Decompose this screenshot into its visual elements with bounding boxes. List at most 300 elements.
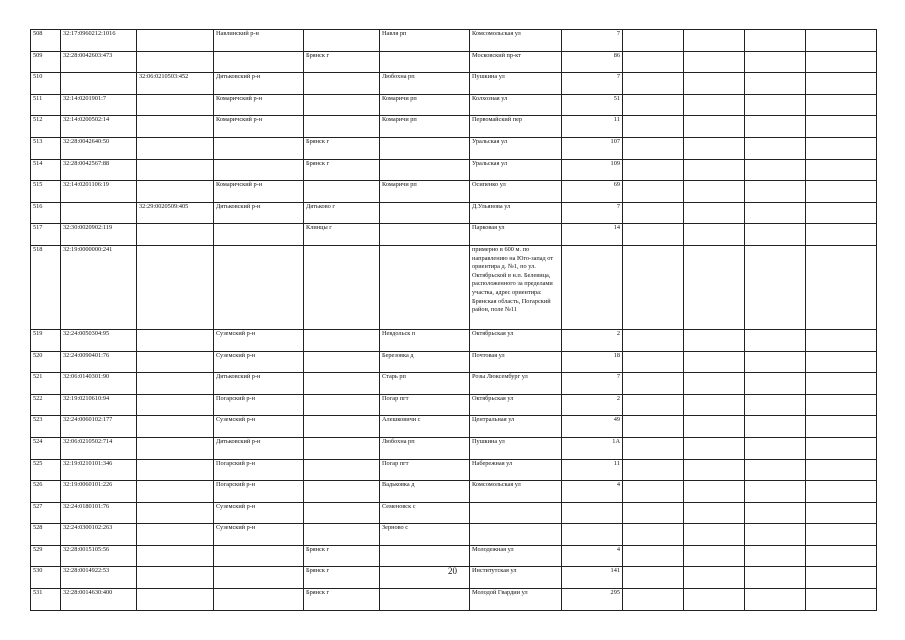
table-cell: Дятьково г (304, 202, 380, 224)
table-cell (745, 524, 806, 546)
table-cell: 32:06:0210503:452 (137, 73, 214, 95)
table-cell: Брянск г (304, 589, 380, 611)
table-cell (745, 459, 806, 481)
table-cell: Любохна рп (380, 437, 470, 459)
table-cell (380, 159, 470, 181)
table-row (31, 51, 877, 73)
table-cell (745, 51, 806, 73)
table-cell (470, 524, 562, 546)
table-cell (470, 502, 562, 524)
table-cell: Московский пр-кт (470, 51, 562, 73)
table-cell (806, 30, 877, 52)
table-cell (380, 51, 470, 73)
table-cell: Навля рп (380, 30, 470, 52)
table-cell: 519 (31, 329, 61, 351)
table-cell: Клинцы г (304, 224, 380, 246)
table-cell: 86 (562, 51, 623, 73)
table-cell: 531 (31, 589, 61, 611)
table-cell: Зерново с (380, 524, 470, 546)
table-cell: Вадьковка д (380, 481, 470, 503)
table-cell (137, 589, 214, 611)
table-cell: 528 (31, 524, 61, 546)
table-cell: 520 (31, 351, 61, 373)
table-cell: Колхозная ул (470, 94, 562, 116)
table-cell (684, 224, 745, 246)
table-cell (137, 137, 214, 159)
table-cell (684, 137, 745, 159)
table-cell: 32:24:0050304:95 (61, 329, 137, 351)
table-cell (623, 116, 684, 138)
table-cell: Алешковичи с (380, 416, 470, 438)
table-cell (623, 224, 684, 246)
table-cell: Октябрьская ул (470, 394, 562, 416)
table-cell (806, 524, 877, 546)
table-row (31, 245, 877, 329)
table-cell (745, 137, 806, 159)
table-cell: 32:28:0014630:400 (61, 589, 137, 611)
table-row (31, 481, 877, 503)
table-cell: Дятьковский р-н (214, 373, 304, 395)
table-cell (380, 245, 470, 329)
table-cell: Почтовая ул (470, 351, 562, 373)
table-cell (623, 159, 684, 181)
table-cell: 7 (562, 30, 623, 52)
table-cell: Пушкина ул (470, 73, 562, 95)
table-cell: Д.Ульянова ул (470, 202, 562, 224)
table-cell (562, 245, 623, 329)
table-cell (137, 181, 214, 203)
table-cell (684, 502, 745, 524)
table-cell: Брянск г (304, 567, 380, 589)
table-cell (745, 159, 806, 181)
table-cell (304, 329, 380, 351)
table-cell: Комаричский р-н (214, 116, 304, 138)
table-cell (137, 94, 214, 116)
table-cell: Уральская ул (470, 137, 562, 159)
table-cell (623, 202, 684, 224)
table-cell: Молодежная ул (470, 545, 562, 567)
table-cell: 109 (562, 159, 623, 181)
table-cell: 32:28:0042567:88 (61, 159, 137, 181)
table-cell: 7 (562, 73, 623, 95)
table-cell (745, 116, 806, 138)
table-cell: 32:06:0210502:714 (61, 437, 137, 459)
table-cell (214, 159, 304, 181)
table-cell (623, 373, 684, 395)
table-cell (380, 137, 470, 159)
table-cell: Парковая ул (470, 224, 562, 246)
table-cell (806, 351, 877, 373)
table-cell (806, 589, 877, 611)
table-cell: примерно в 600 м. по направлению на Юго-запад от ориентира д. №1, по ул. Октябрьской в н.п. Белевица, расположенного за пределами участка, адрес ориентира: Брянская область, Погарский район, поле №11 (470, 245, 562, 329)
table-cell (806, 224, 877, 246)
table-cell: Брянск г (304, 137, 380, 159)
table-cell (745, 224, 806, 246)
table-row (31, 159, 877, 181)
table-cell (806, 181, 877, 203)
table-cell: Навлинский р-н (214, 30, 304, 52)
table-row (31, 545, 877, 567)
table-cell (61, 73, 137, 95)
table-cell: Комаричи рп (380, 116, 470, 138)
table-cell: 4 (562, 545, 623, 567)
table-cell (806, 116, 877, 138)
table-cell (684, 245, 745, 329)
table-cell (304, 416, 380, 438)
table-cell (562, 524, 623, 546)
table-cell (304, 459, 380, 481)
table-cell: 32:24:0090401:76 (61, 351, 137, 373)
table-cell (745, 202, 806, 224)
table-cell: Уральская ул (470, 159, 562, 181)
table-cell (562, 502, 623, 524)
table-cell: 518 (31, 245, 61, 329)
table-cell (214, 545, 304, 567)
table-cell: 32:19:0210610:94 (61, 394, 137, 416)
table-cell (684, 416, 745, 438)
table-cell (745, 481, 806, 503)
table-cell: 525 (31, 459, 61, 481)
table-cell: 11 (562, 116, 623, 138)
table-cell (214, 137, 304, 159)
table-cell: 2 (562, 394, 623, 416)
table-cell (684, 481, 745, 503)
table-cell: Суземский р-н (214, 416, 304, 438)
table-cell (380, 589, 470, 611)
table-cell (304, 437, 380, 459)
table-cell (745, 416, 806, 438)
table-cell (137, 329, 214, 351)
table-cell (304, 373, 380, 395)
table-cell: Осипенко ул (470, 181, 562, 203)
table-cell: 32:28:0015105:56 (61, 545, 137, 567)
table-cell (623, 245, 684, 329)
table-cell (623, 137, 684, 159)
table-cell (745, 589, 806, 611)
table-cell (684, 329, 745, 351)
table-cell (684, 73, 745, 95)
table-cell (137, 51, 214, 73)
table-cell (304, 30, 380, 52)
table-cell (623, 30, 684, 52)
table-cell (137, 394, 214, 416)
table-cell: Брянск г (304, 51, 380, 73)
table-cell (137, 159, 214, 181)
table-cell: Дятьковский р-н (214, 202, 304, 224)
table-cell: Невдольск п (380, 329, 470, 351)
table-cell: 514 (31, 159, 61, 181)
table-cell: Суземский р-н (214, 351, 304, 373)
table-cell (137, 351, 214, 373)
table-cell: 32:24:0180101:76 (61, 502, 137, 524)
table-cell: Любохна рп (380, 73, 470, 95)
table-cell (684, 94, 745, 116)
table-cell (745, 351, 806, 373)
table-cell: 523 (31, 416, 61, 438)
table-cell: 509 (31, 51, 61, 73)
table-cell: 32:17:0960212:1016 (61, 30, 137, 52)
table-row (31, 394, 877, 416)
table-cell (304, 116, 380, 138)
table-cell: 524 (31, 437, 61, 459)
table-row (31, 73, 877, 95)
table-cell (806, 373, 877, 395)
table-cell (684, 159, 745, 181)
table-cell (304, 394, 380, 416)
table-cell: Октябрьская ул (470, 329, 562, 351)
table-cell: 32:14:0201901:7 (61, 94, 137, 116)
table-cell: Суземский р-н (214, 502, 304, 524)
table-cell (745, 545, 806, 567)
table-row (31, 30, 877, 52)
table-row (31, 524, 877, 546)
table-cell: 2 (562, 329, 623, 351)
table-cell: Суземский р-н (214, 524, 304, 546)
table-cell (684, 116, 745, 138)
table-cell: Институтская ул (470, 567, 562, 589)
table-cell (806, 245, 877, 329)
table-row (31, 137, 877, 159)
table-cell (214, 245, 304, 329)
table-cell (304, 245, 380, 329)
table-cell (380, 224, 470, 246)
table-row (31, 351, 877, 373)
table-cell (745, 73, 806, 95)
table-cell (806, 459, 877, 481)
table-cell: Первомайский пер (470, 116, 562, 138)
table-cell: 51 (562, 94, 623, 116)
table-cell (304, 502, 380, 524)
table-cell (684, 524, 745, 546)
table-cell (806, 416, 877, 438)
table-cell (304, 351, 380, 373)
table-cell (304, 181, 380, 203)
table-cell: 7 (562, 373, 623, 395)
table-cell (623, 329, 684, 351)
table-cell (623, 502, 684, 524)
table-row (31, 459, 877, 481)
table-cell: 508 (31, 30, 61, 52)
table-cell: 516 (31, 202, 61, 224)
table-cell (623, 545, 684, 567)
table-cell (684, 181, 745, 203)
table-cell: 32:28:0042640:50 (61, 137, 137, 159)
table-row (31, 416, 877, 438)
table-cell: Комсомольская ул (470, 30, 562, 52)
table-cell: Пушкина ул (470, 437, 562, 459)
table-cell: Дятьковский р-н (214, 73, 304, 95)
table-cell (137, 373, 214, 395)
table-cell (745, 245, 806, 329)
table-cell: 32:30:0020902:119 (61, 224, 137, 246)
table-cell (623, 73, 684, 95)
table-cell (806, 437, 877, 459)
table-cell: Комсомольская ул (470, 481, 562, 503)
table-cell (623, 524, 684, 546)
table-cell: 529 (31, 545, 61, 567)
table-cell (806, 73, 877, 95)
table-cell: Суземский р-н (214, 329, 304, 351)
table-cell: Комаричский р-н (214, 94, 304, 116)
table-cell (684, 30, 745, 52)
table-cell: 521 (31, 373, 61, 395)
table-cell: 526 (31, 481, 61, 503)
table-row (31, 94, 877, 116)
table-cell (684, 351, 745, 373)
table-cell (623, 181, 684, 203)
table-cell: Центральная ул (470, 416, 562, 438)
table-cell (745, 502, 806, 524)
page-number: 20 (448, 566, 457, 576)
table-cell: Брянск г (304, 545, 380, 567)
table-cell (61, 202, 137, 224)
table-cell: 7 (562, 202, 623, 224)
table-cell: 510 (31, 73, 61, 95)
table-cell (623, 94, 684, 116)
table-cell: 32:29:0020509:405 (137, 202, 214, 224)
table-cell: Комаричи рп (380, 181, 470, 203)
table-cell (684, 545, 745, 567)
table-cell (137, 459, 214, 481)
table-cell (806, 51, 877, 73)
table-cell (806, 502, 877, 524)
table-cell: Набережная ул (470, 459, 562, 481)
table-cell (137, 545, 214, 567)
table-cell: 1А (562, 437, 623, 459)
table-cell (137, 437, 214, 459)
table-cell: Комаричский р-н (214, 181, 304, 203)
table-cell (137, 224, 214, 246)
table-cell: 517 (31, 224, 61, 246)
table-cell (137, 416, 214, 438)
table-cell: 32:28:0042603:473 (61, 51, 137, 73)
table-cell (806, 545, 877, 567)
table-row (31, 373, 877, 395)
table-cell (684, 589, 745, 611)
table-cell: Погарский р-н (214, 394, 304, 416)
table-cell (380, 202, 470, 224)
table-cell: Старь рп (380, 373, 470, 395)
table-cell (623, 394, 684, 416)
table-cell: 527 (31, 502, 61, 524)
table-cell: 32:19:0000000:241 (61, 245, 137, 329)
table-cell (684, 459, 745, 481)
table-cell (623, 437, 684, 459)
table-cell (137, 481, 214, 503)
table-cell: Погар пгт (380, 459, 470, 481)
table-cell (745, 373, 806, 395)
table-cell (684, 202, 745, 224)
table-cell (137, 116, 214, 138)
table-cell: 32:28:0014922:53 (61, 567, 137, 589)
table-cell (745, 329, 806, 351)
table-cell (806, 159, 877, 181)
table-cell: 49 (562, 416, 623, 438)
table-cell (745, 30, 806, 52)
table-cell (623, 51, 684, 73)
table-cell (806, 329, 877, 351)
table-row (31, 116, 877, 138)
table-cell: 14 (562, 224, 623, 246)
table-cell: 530 (31, 567, 61, 589)
table-cell: Семеновск с (380, 502, 470, 524)
table-cell (304, 481, 380, 503)
table-row (31, 502, 877, 524)
table-cell: 4 (562, 481, 623, 503)
table-cell (684, 394, 745, 416)
table-cell: 511 (31, 94, 61, 116)
table-cell: 32:06:0140301:90 (61, 373, 137, 395)
table-cell (684, 373, 745, 395)
table-row (31, 437, 877, 459)
table-cell (623, 416, 684, 438)
table-cell: Комаричи рп (380, 94, 470, 116)
table-cell (304, 524, 380, 546)
table-cell: Погарский р-н (214, 459, 304, 481)
table-cell (623, 481, 684, 503)
table-cell: Березовка д (380, 351, 470, 373)
table-cell: 32:24:0060102:177 (61, 416, 137, 438)
table-cell (745, 437, 806, 459)
table-cell: Брянск г (304, 159, 380, 181)
table-cell: Розы Люксембург ул (470, 373, 562, 395)
table-cell (684, 437, 745, 459)
table-cell (214, 224, 304, 246)
table-cell: 295 (562, 589, 623, 611)
table-cell (137, 502, 214, 524)
table-row (31, 329, 877, 351)
table-cell (684, 51, 745, 73)
table-cell (806, 202, 877, 224)
table-row (31, 224, 877, 246)
table-cell: Погар пгт (380, 394, 470, 416)
table-cell (806, 94, 877, 116)
table-cell (623, 351, 684, 373)
table-cell (214, 51, 304, 73)
table-cell: 32:14:0201106:19 (61, 181, 137, 203)
table-cell: 515 (31, 181, 61, 203)
table-cell (137, 245, 214, 329)
table-cell: 32:19:0210101:346 (61, 459, 137, 481)
table-cell: 513 (31, 137, 61, 159)
table-cell: 32:19:0060101:226 (61, 481, 137, 503)
table-cell: 11 (562, 459, 623, 481)
table-cell: Погарский р-н (214, 481, 304, 503)
table-cell (623, 459, 684, 481)
table-cell (304, 94, 380, 116)
table-cell: Дятьковский р-н (214, 437, 304, 459)
table-cell: 522 (31, 394, 61, 416)
table-cell (623, 589, 684, 611)
table-cell: 107 (562, 137, 623, 159)
table-cell: 32:14:0200502:14 (61, 116, 137, 138)
table-row (31, 181, 877, 203)
table-cell (214, 589, 304, 611)
table-cell: Молодой Гвардии ул (470, 589, 562, 611)
table-cell (745, 94, 806, 116)
table-cell (806, 481, 877, 503)
table-cell: 69 (562, 181, 623, 203)
property-table (30, 29, 877, 611)
table-cell: 512 (31, 116, 61, 138)
table-cell: 18 (562, 351, 623, 373)
table-row (31, 202, 877, 224)
table-cell (745, 394, 806, 416)
table-cell: 32:24:0300102:263 (61, 524, 137, 546)
table-cell (806, 394, 877, 416)
table-cell (137, 30, 214, 52)
table-cell (380, 545, 470, 567)
